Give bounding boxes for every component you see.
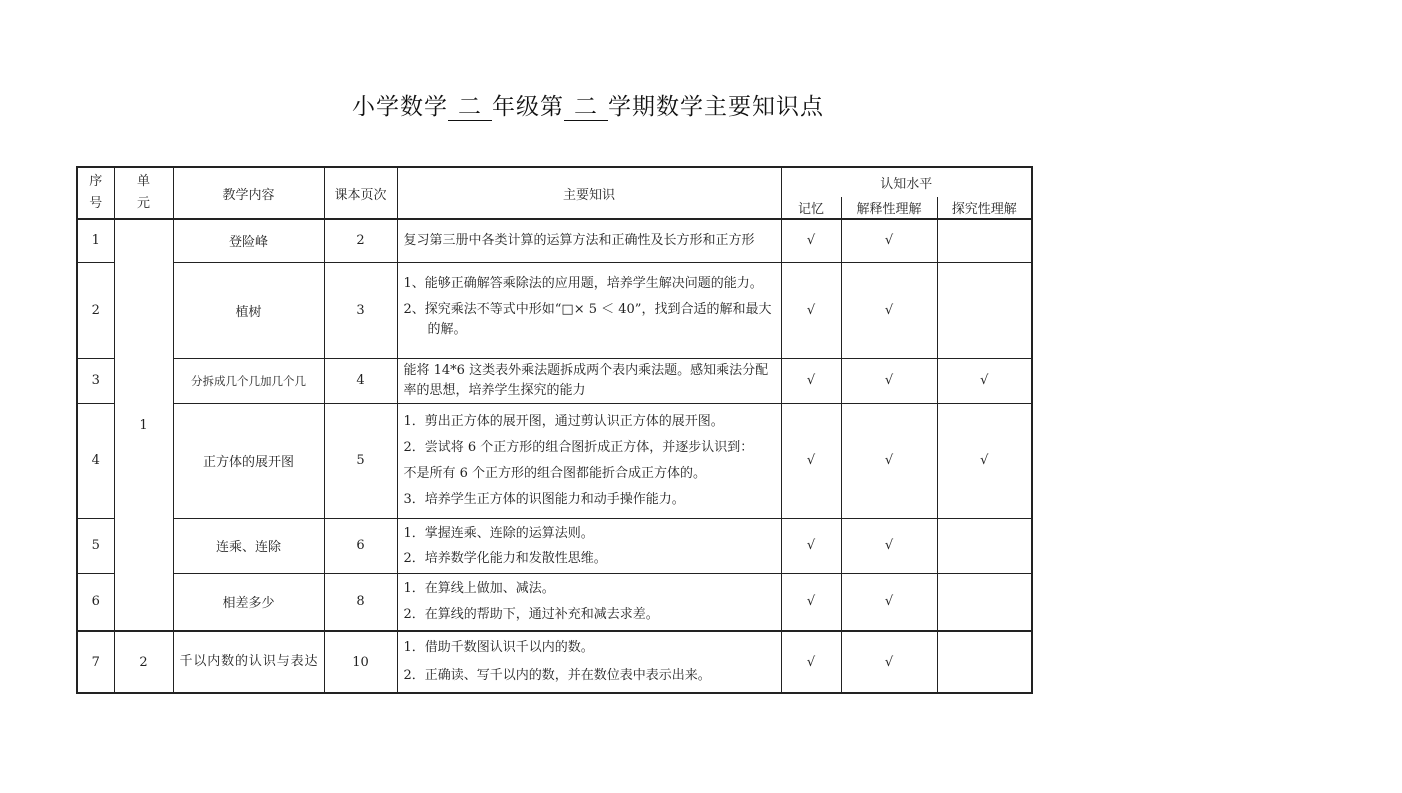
explain-check: √ bbox=[841, 573, 937, 631]
table-row bbox=[77, 262, 1032, 358]
row-page: 2 bbox=[324, 219, 397, 262]
row-content: 相差多少 bbox=[173, 573, 324, 631]
knowledge-table bbox=[76, 166, 1033, 694]
table-row bbox=[77, 219, 1032, 262]
unit-cell: 1 bbox=[114, 219, 173, 631]
explain-check: √ bbox=[841, 403, 937, 518]
row-number: 3 bbox=[77, 358, 114, 403]
row-content: 千以内数的认识与表达 bbox=[173, 631, 324, 693]
title-suffix: 学期数学主要知识点 bbox=[608, 94, 824, 120]
header-seq: 序 号 bbox=[77, 167, 114, 219]
row-number: 6 bbox=[77, 573, 114, 631]
memory-check: √ bbox=[781, 262, 841, 358]
table-row bbox=[77, 631, 1032, 693]
explore-check: √ bbox=[937, 403, 1032, 518]
memory-check: √ bbox=[781, 403, 841, 518]
explore-cell bbox=[937, 631, 1032, 693]
title-prefix: 小学数学 bbox=[352, 94, 448, 120]
row-knowledge: 复习第三册中各类计算的运算方法和正确性及长方形和正方形 bbox=[397, 219, 781, 262]
row-knowledge: 1．在算线上做加、减法。 2．在算线的帮助下，通过补充和减去求差。 bbox=[397, 573, 781, 631]
row-page: 10 bbox=[324, 631, 397, 693]
memory-check: √ bbox=[781, 573, 841, 631]
row-content: 分拆成几个几加几个几 bbox=[173, 358, 324, 403]
explain-check: √ bbox=[841, 518, 937, 573]
row-content: 正方体的展开图 bbox=[173, 403, 324, 518]
explain-check: √ bbox=[841, 219, 937, 262]
table-row bbox=[77, 573, 1032, 631]
row-number: 7 bbox=[77, 631, 114, 693]
explore-cell bbox=[937, 262, 1032, 358]
header-pages: 课本页次 bbox=[324, 167, 397, 219]
memory-check: √ bbox=[781, 518, 841, 573]
header-explore: 探究性理解 bbox=[937, 197, 1032, 219]
table-row bbox=[77, 358, 1032, 403]
explain-check: √ bbox=[841, 262, 937, 358]
row-content: 登险峰 bbox=[173, 219, 324, 262]
title-grade-blank: 二 bbox=[448, 94, 492, 121]
memory-check: √ bbox=[781, 219, 841, 262]
explain-check: √ bbox=[841, 631, 937, 693]
row-number: 4 bbox=[77, 403, 114, 518]
table-row bbox=[77, 518, 1032, 573]
explore-cell bbox=[937, 518, 1032, 573]
page-title bbox=[352, 88, 824, 121]
row-content: 连乘、连除 bbox=[173, 518, 324, 573]
row-content: 植树 bbox=[173, 262, 324, 358]
row-page: 4 bbox=[324, 358, 397, 403]
header-explain: 解释性理解 bbox=[841, 197, 937, 219]
row-page: 5 bbox=[324, 403, 397, 518]
header-content: 教学内容 bbox=[173, 167, 324, 219]
row-number: 1 bbox=[77, 219, 114, 262]
row-number: 2 bbox=[77, 262, 114, 358]
row-knowledge: 1、能够正确解答乘除法的应用题，培养学生解决问题的能力。 2、探究乘法不等式中形如“□× 5 ＜ 40”，找到合适的解和最大的解。 bbox=[397, 262, 781, 358]
row-knowledge: 能将 14*6 这类表外乘法题拆成两个表内乘法题。感知乘法分配率的思想，培养学生探究的能力 bbox=[397, 358, 781, 403]
memory-check: √ bbox=[781, 358, 841, 403]
row-knowledge: 1．掌握连乘、连除的运算法则。 2．培养数学化能力和发散性思维。 bbox=[397, 518, 781, 573]
title-term-blank: 二 bbox=[564, 94, 608, 121]
row-page: 6 bbox=[324, 518, 397, 573]
explore-check: √ bbox=[937, 358, 1032, 403]
header-knowledge: 主要知识 bbox=[397, 167, 781, 219]
row-page: 8 bbox=[324, 573, 397, 631]
row-knowledge: 1．借助千数图认识千以内的数。 2．正确读、写千以内的数，并在数位表中表示出来。 bbox=[397, 631, 781, 693]
explore-cell bbox=[937, 573, 1032, 631]
explore-cell bbox=[937, 219, 1032, 262]
header-memory: 记忆 bbox=[781, 197, 841, 219]
row-number: 5 bbox=[77, 518, 114, 573]
table-row bbox=[77, 403, 1032, 518]
header-cognition: 认知水平 bbox=[781, 167, 1032, 197]
row-page: 3 bbox=[324, 262, 397, 358]
title-middle: 年级第 bbox=[492, 94, 564, 120]
unit-cell: 2 bbox=[114, 631, 173, 693]
explain-check: √ bbox=[841, 358, 937, 403]
row-knowledge: 1．剪出正方体的展开图，通过剪认识正方体的展开图。 2．尝试将 6 个正方形的组合图折成正方体，并逐步认识到： 不是所有 6 个正方形的组合图都能折合成正方体的。 3．培养学生正方体的识图能力和动手操作能力。 bbox=[397, 403, 781, 518]
header-unit: 单 元 bbox=[114, 167, 173, 219]
memory-check: √ bbox=[781, 631, 841, 693]
